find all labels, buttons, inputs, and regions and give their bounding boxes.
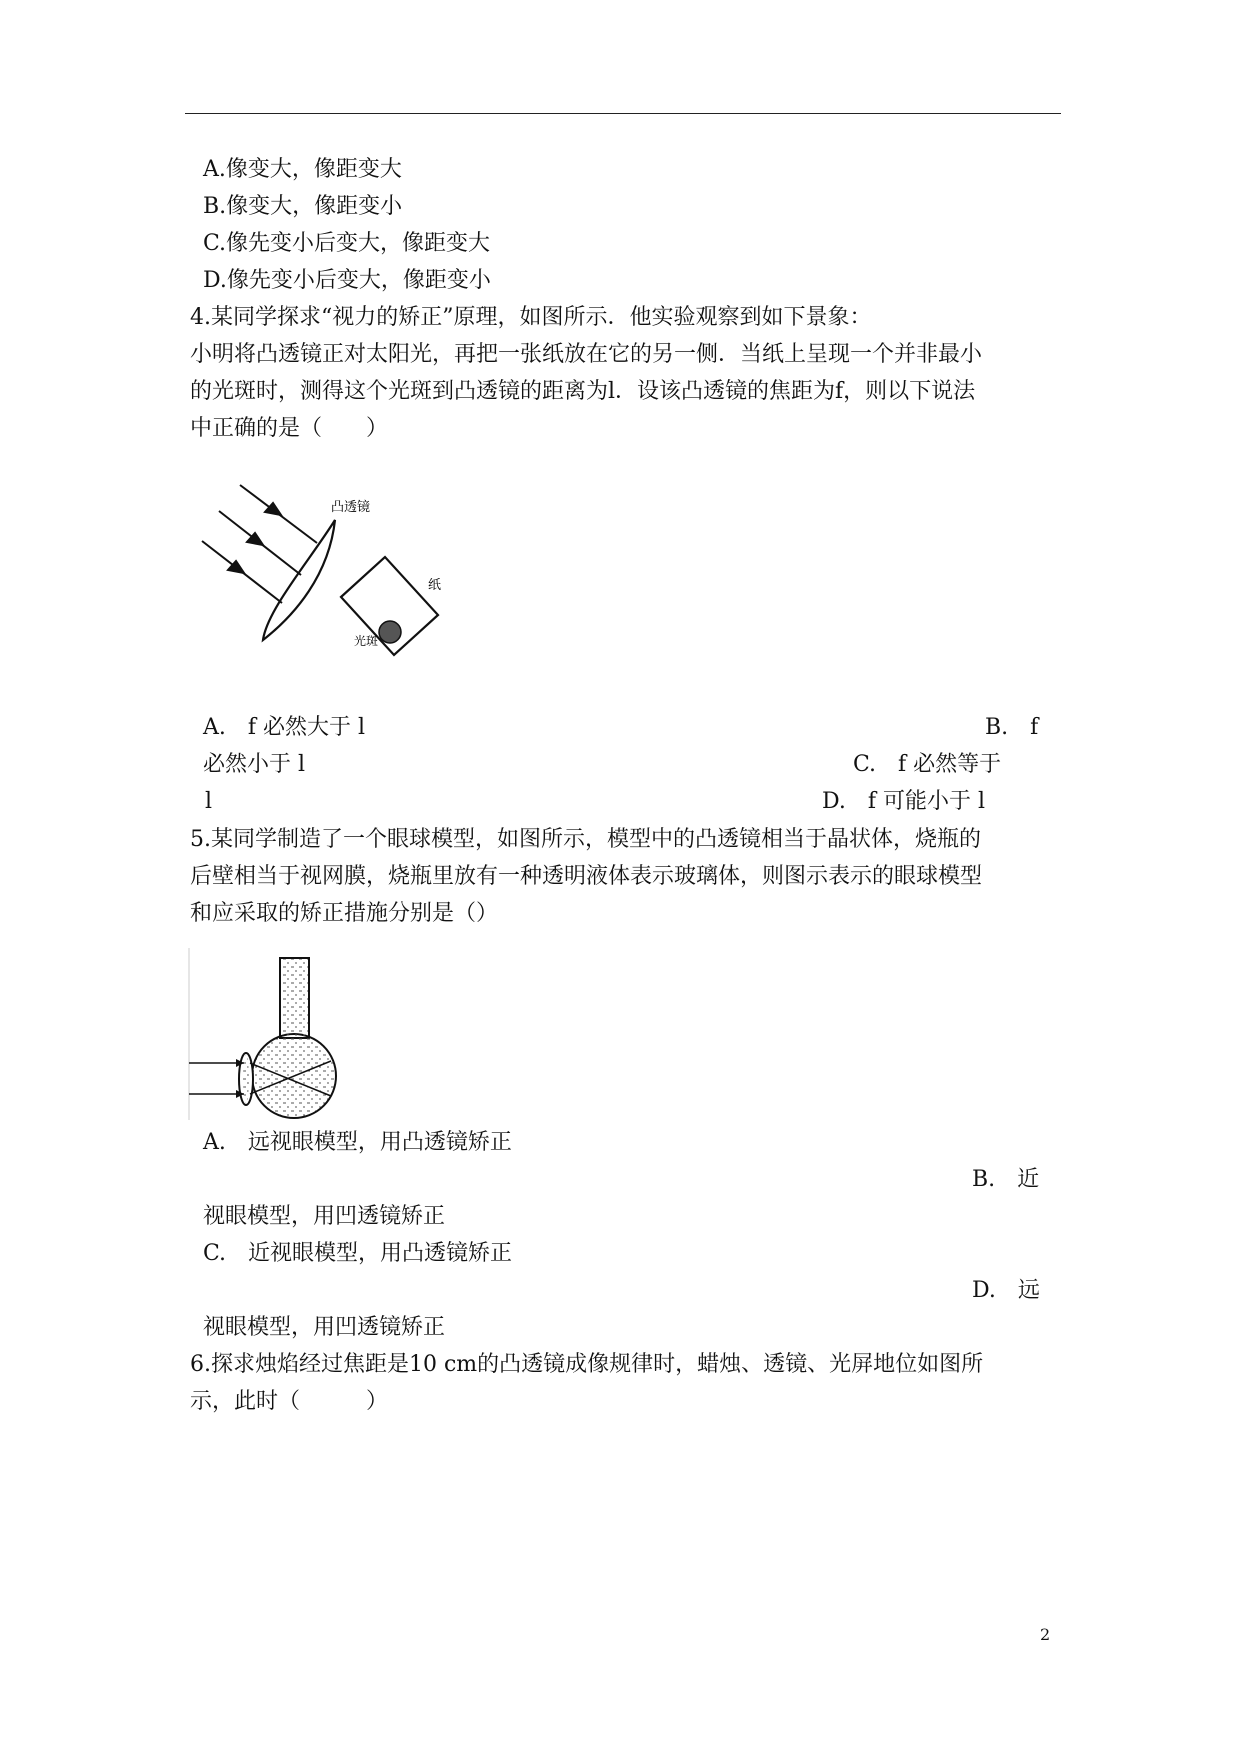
q4-option-d: D. f 可能小于 l [822,789,986,814]
q5-option-b-end: 视眼模型，用凹透镜矫正 [203,1204,446,1229]
q4-option-c-start: C. f 必然等于 [853,752,1002,777]
q5-option-c: C. 近视眼模型，用凸透镜矫正 [203,1241,513,1266]
q4-figure-lens-paper [195,475,455,685]
q4-line-1: 4.某同学探求“视力的矫正”原理，如图所示．他实验观察到如下景象： [190,305,872,330]
q4-line-4: 中正确的是（ ） [190,416,389,441]
q5-option-d-start: D. 远 [972,1278,1040,1303]
q4-line-3: 的光斑时，测得这个光斑到凸透镜的距离为l．设该凸透镜的焦距为f，则以下说法 [190,379,976,404]
q5-option-a: A. 远视眼模型，用凸透镜矫正 [203,1130,512,1155]
q3-option-a: A.像变大，像距变大 [203,157,402,182]
q6-line-1: 6.探求烛焰经过焦距是10 cm的凸透镜成像规律时，蜡烛、透镜、光屏地位如图所 [190,1352,984,1377]
q4-option-b-start: B. f [985,715,1039,740]
q4-option-c-end: l [205,789,213,814]
q5-line-3: 和应采取的矫正措施分别是（） [190,901,499,926]
q5-line-1: 5.某同学制造了一个眼球模型，如图所示，模型中的凸透镜相当于晶状体，烧瓶的 [190,827,981,852]
q5-figure-eye-model [186,948,361,1120]
q5-line-2: 后壁相当于视网膜，烧瓶里放有一种透明液体表示玻璃体，则图示表示的眼球模型 [190,864,983,889]
q3-option-d: D.像先变小后变大，像距变小 [203,268,491,293]
q5-option-d-end: 视眼模型，用凹透镜矫正 [203,1315,446,1340]
q4-option-b-end: 必然小于 l [203,752,306,777]
q4-line-2: 小明将凸透镜正对太阳光，再把一张纸放在它的另一侧．当纸上呈现一个并非最小 [190,342,983,367]
q6-line-2: 示，此时（ ） [190,1389,389,1414]
q4-figure-spot-label: 光斑 [354,634,379,648]
q3-option-c: C.像先变小后变大，像距变大 [203,231,491,256]
header-rule [185,113,1061,114]
q4-figure-paper-label: 纸 [428,578,442,593]
q4-option-a: A. f 必然大于 l [203,715,366,740]
page-number: 2 [1040,1625,1051,1644]
q3-option-b: B.像变大，像距变小 [203,194,403,219]
q5-option-b-start: B. 近 [972,1167,1040,1192]
q4-figure-lens-label: 凸透镜 [331,500,371,515]
